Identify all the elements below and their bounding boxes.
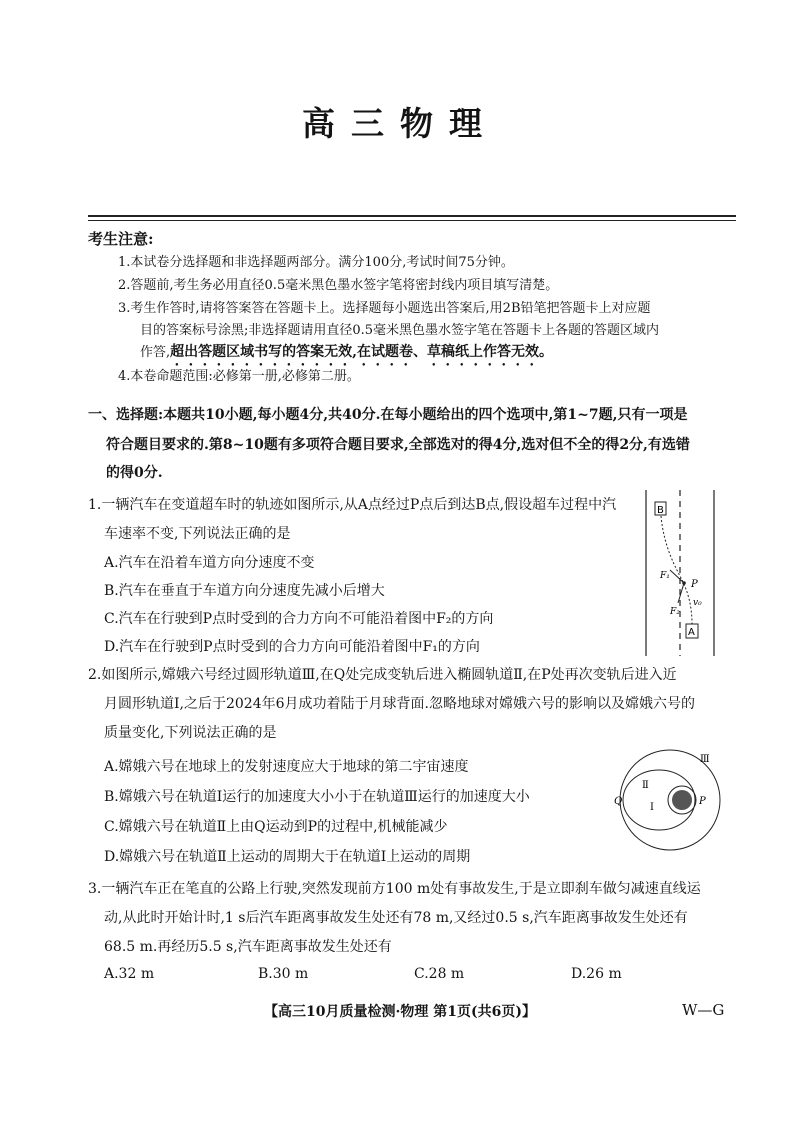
notice-item-3-tail-prefix: 作答, <box>140 345 171 360</box>
point-p-label: P <box>691 579 698 590</box>
q2-option-b: B.嫦娥六号在轨道Ⅰ运行的加速度大小小于在轨道Ⅲ运行的加速度大小 <box>104 789 530 805</box>
q1-option-b: B.汽车在垂直于车道方向分速度先减小后增大 <box>104 583 385 599</box>
q3-stem-line-2: 动,从此时开始计时,1 s后汽车距离事故发生处还有78 m,又经过0.5 s,汽车距离事故发生处还有 <box>104 910 688 926</box>
paper-code: W—G <box>682 1001 725 1019</box>
point-p-label: P <box>699 796 706 807</box>
q3-option-b: B.30 m <box>258 966 309 982</box>
q2-stem-line-3: 质量变化,下列说法正确的是 <box>104 725 277 741</box>
q1-figure <box>640 488 720 658</box>
force-f1-arrow <box>670 570 684 583</box>
section-1-line-1: 一、选择题:本题共10小题,每小题4分,共40分.在每小题给出的四个选项中,第1~7题,只有一项是 <box>88 407 688 423</box>
page-footer: 【高三10月质量检测·物理 第1页(共6页)】 <box>264 1004 536 1020</box>
q3-option-d: D.26 m <box>571 966 622 982</box>
q2-option-c: C.嫦娥六号在轨道Ⅱ上由Q运动到P的过程中,机械能减少 <box>104 819 448 835</box>
section-1-line-2: 符合题目要求的.第8~10题有多项符合题目要求,全部选对的得4分,选对但不全的得2分,有选错 <box>106 437 690 453</box>
q3-stem-line-3: 68.5 m.再经历5.5 s,汽车距离事故发生处还有 <box>104 939 392 955</box>
page-title: 高三物理 <box>302 104 498 143</box>
notice-item-2: 2.答题前,考生务必用直径0.5毫米黑色墨水签字笔将密封线内项目填写清楚。 <box>118 278 559 293</box>
q3-option-c: C.28 m <box>414 966 465 982</box>
header-rule-bottom <box>88 220 736 221</box>
section-1-line-3: 的得0分. <box>106 465 163 481</box>
notice-emphasis: 超出答题区域书写的答案无效,在试题卷、草稿纸上作答无效。 <box>170 344 554 360</box>
q1-option-c: C.汽车在行驶到P点时受到的合力方向不可能沿着图中F₂的方向 <box>104 611 494 627</box>
q2-figure <box>612 746 722 856</box>
header-rule-top <box>88 215 736 217</box>
notice-item-3: 3.考生作答时,请将答案答在答题卡上。选择题每小题选出答案后,用2B铅笔把答题卡上对应题 <box>118 301 651 316</box>
q1-option-d: D.汽车在行驶到P点时受到的合力方向可能沿着图中F₁的方向 <box>104 639 480 655</box>
orbit-ii-label: Ⅱ <box>642 780 649 791</box>
q2-option-d: D.嫦娥六号在轨道Ⅱ上运动的周期大于在轨道Ⅰ上运动的周期 <box>104 849 471 865</box>
q2-option-a: A.嫦娥六号在地球上的发射速度应大于地球的第二宇宙速度 <box>104 759 469 775</box>
notice-item-4: 4.本卷命题范围:必修第一册,必修第二册。 <box>118 369 360 384</box>
force-f1-label: F₁ <box>660 571 670 581</box>
force-f2-label: F₂ <box>670 607 680 617</box>
q1-option-a: A.汽车在沿着车道方向分速度不变 <box>104 555 315 571</box>
notice-item-1: 1.本试卷分选择题和非选择题两部分。满分100分,考试时间75分钟。 <box>118 255 514 270</box>
force-f2-arrow <box>678 583 684 603</box>
velocity-v0-label: v₀ <box>693 598 702 608</box>
notice-heading: 考生注意: <box>88 230 154 248</box>
notice-item-3-cont: 目的答案标号涂黑;非选择题请用直径0.5毫米黑色墨水签字笔在答题卡上各题的答题区域内 <box>140 323 660 338</box>
q1-stem-line-1: 1.一辆汽车在变道超车时的轨迹如图所示,从A点经过P点后到达B点,假设超车过程中汽 <box>88 497 617 513</box>
q2-stem-line-1: 2.如图所示,嫦娥六号经过圆形轨道Ⅲ,在Q处完成变轨后进入椭圆轨道Ⅱ,在P处再次变轨后进入近 <box>88 667 677 683</box>
orbit-iii-label: Ⅲ <box>700 754 710 765</box>
q1-stem-line-2: 车速率不变,下列说法正确的是 <box>104 526 291 542</box>
orbit-i-label: Ⅰ <box>650 802 654 813</box>
q3-stem-line-1: 3.一辆汽车正在笔直的公路上行驶,突然发现前方100 m处有事故发生,于是立即刹车做匀减速直线运 <box>88 881 701 897</box>
moon <box>672 790 692 810</box>
car-a-label: A <box>688 627 695 638</box>
q3-option-a: A.32 m <box>104 966 155 982</box>
point-q-label: Q <box>614 796 623 807</box>
q2-stem-line-2: 月圆形轨道Ⅰ,之后于2024年6月成功着陆于月球背面.忽略地球对嫦娥六号的影响以及嫦娥六号的 <box>104 696 695 712</box>
car-b-label: B <box>657 505 664 516</box>
